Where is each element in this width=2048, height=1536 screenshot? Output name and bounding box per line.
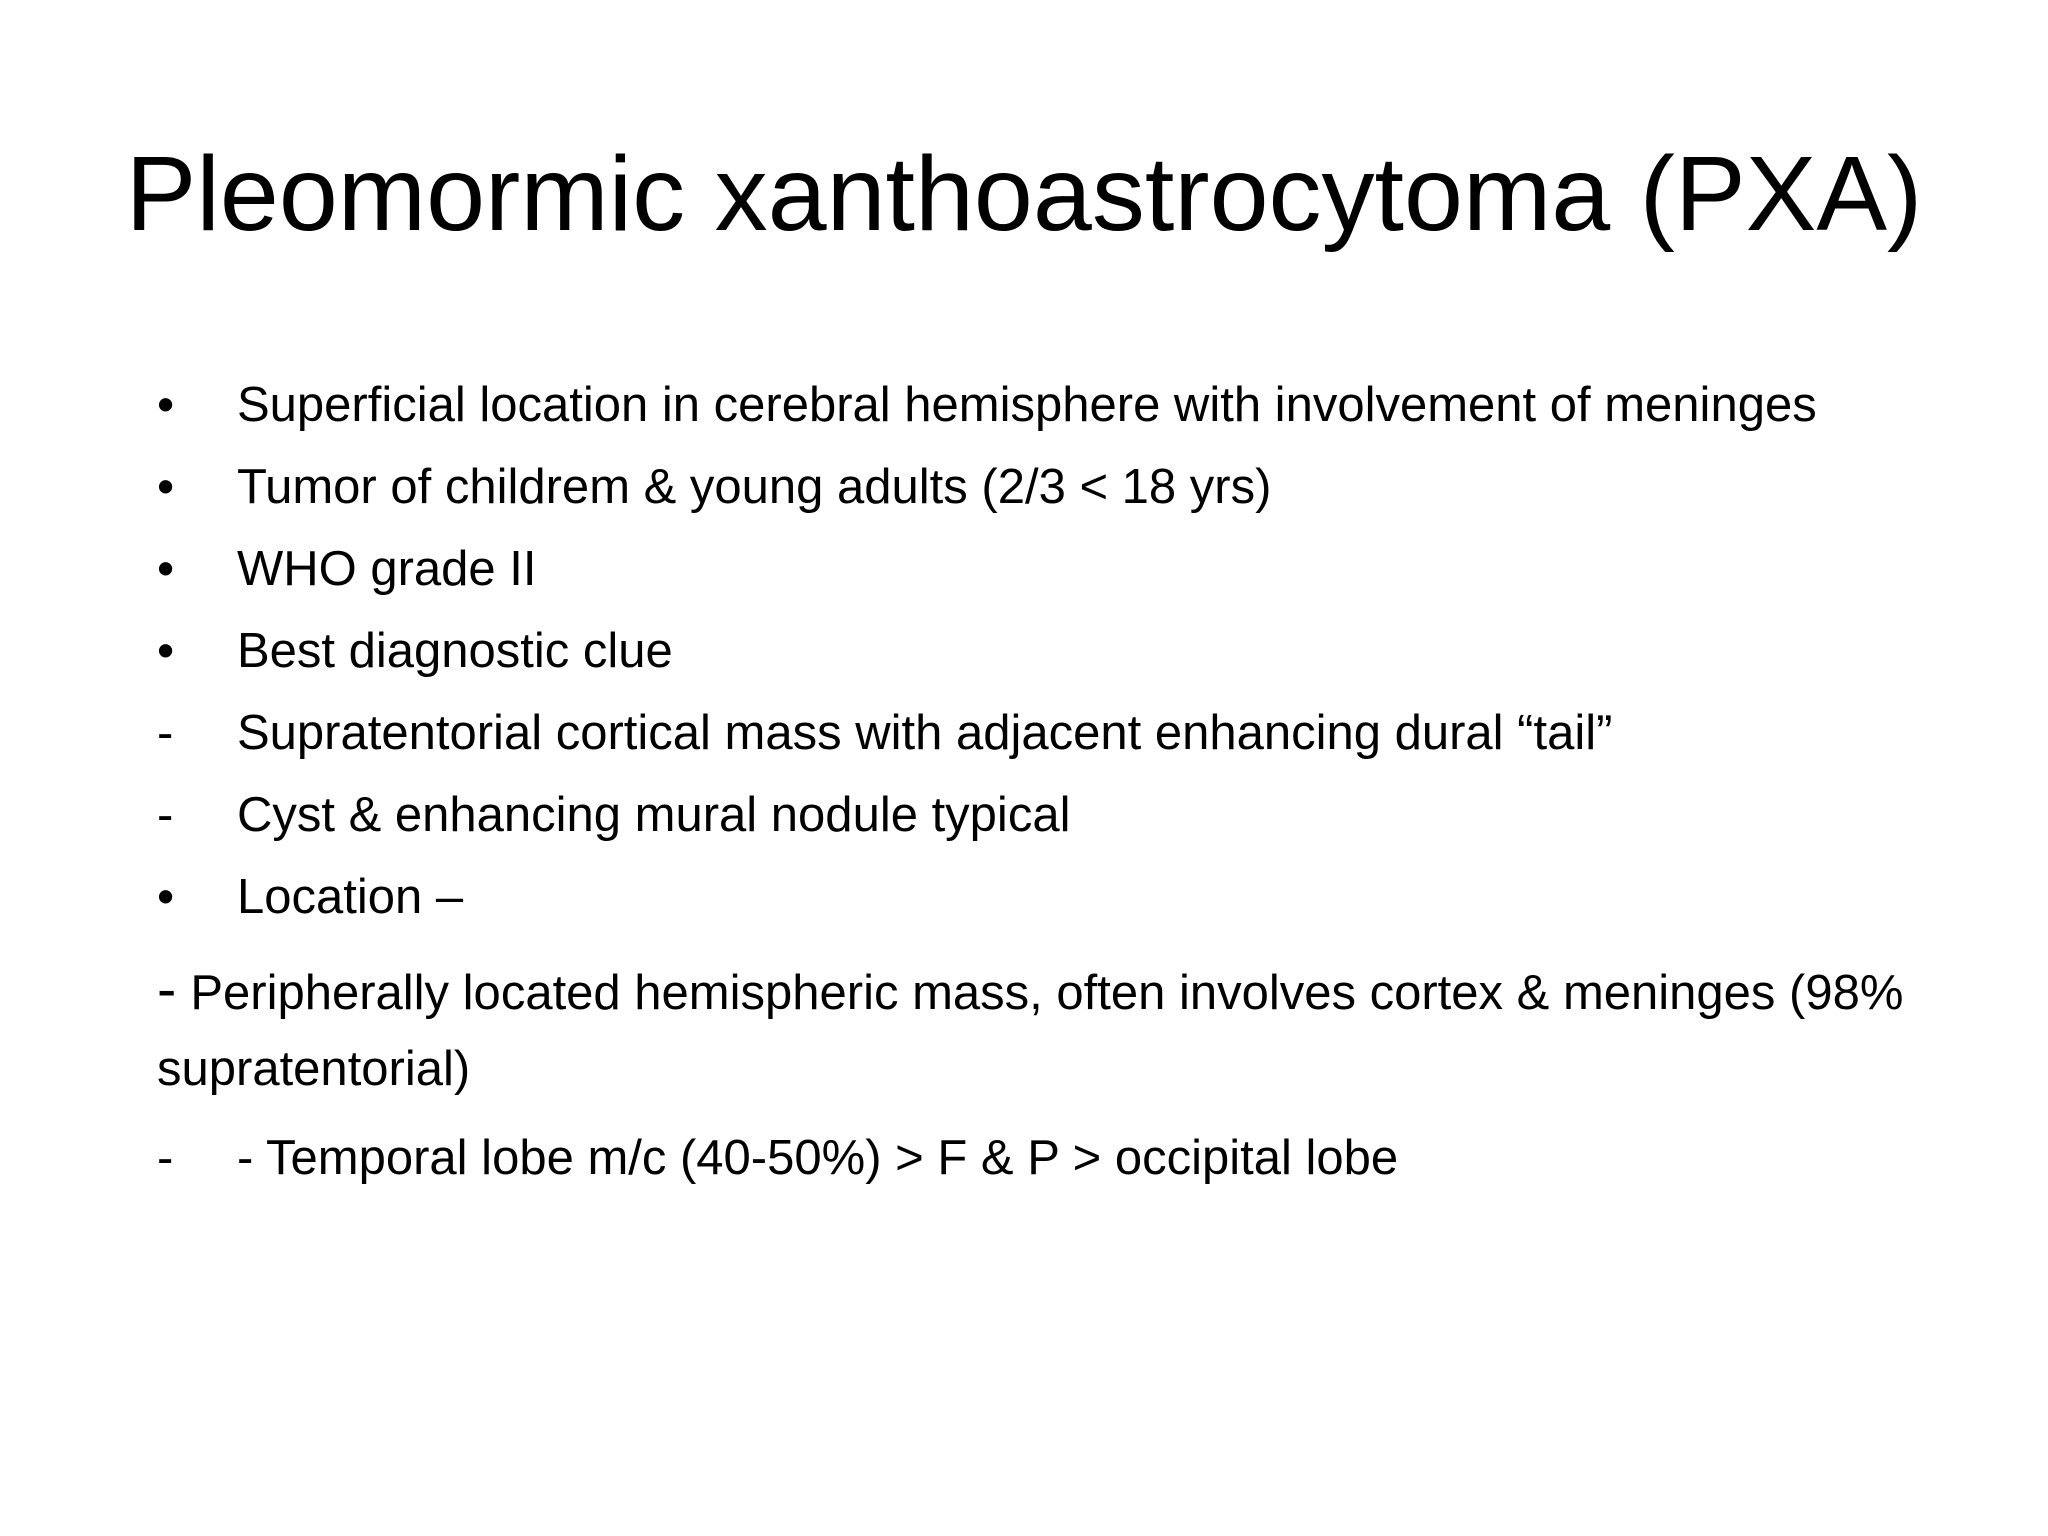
list-item-text: Tumor of childrem & young adults (2/3 < 18 yrs) [237, 460, 1272, 514]
slide-title: Pleomormic xanthoastrocytoma (PXA) [125, 135, 1923, 253]
list-item-text: Cyst & enhancing mural nodule typical [237, 788, 1071, 842]
list-item [157, 700, 1957, 766]
dash-marker: - [157, 1131, 174, 1185]
bullet-marker: • [157, 460, 175, 514]
list-item [157, 782, 1957, 848]
list-item-text: Supratentorial cortical mass with adjacent enhancing dural “tail” [237, 706, 1613, 760]
bullet-marker: • [157, 542, 175, 596]
paragraph [157, 952, 1917, 1107]
list-item [157, 864, 1957, 930]
list-item-text: - Temporal lobe m/c (40-50%) > F & P > occipital lobe [237, 1131, 1399, 1185]
list-item-text: Best diagnostic clue [237, 624, 673, 678]
list-item [157, 372, 1957, 438]
bullet-marker: • [157, 624, 175, 678]
bullet-marker: • [157, 870, 175, 924]
paragraph-text: Peripherally located hemispheric mass, often involves cortex & meninges (98% supratentorial) [157, 966, 1904, 1096]
bullet-marker: • [157, 378, 175, 432]
dash-marker: - [157, 788, 174, 842]
dash-marker: - [157, 706, 174, 760]
list-item [157, 536, 1957, 602]
list-item [157, 1125, 1957, 1191]
list-item-text: Superficial location in cerebral hemisphere with involvement of meninges [237, 378, 1817, 432]
list-item-text: WHO grade II [237, 542, 537, 596]
list-item [157, 454, 1957, 520]
slide-body [157, 372, 1957, 1207]
list-item-text: Location – [237, 870, 464, 924]
list-item [157, 618, 1957, 684]
dash-marker: - [157, 957, 177, 1022]
